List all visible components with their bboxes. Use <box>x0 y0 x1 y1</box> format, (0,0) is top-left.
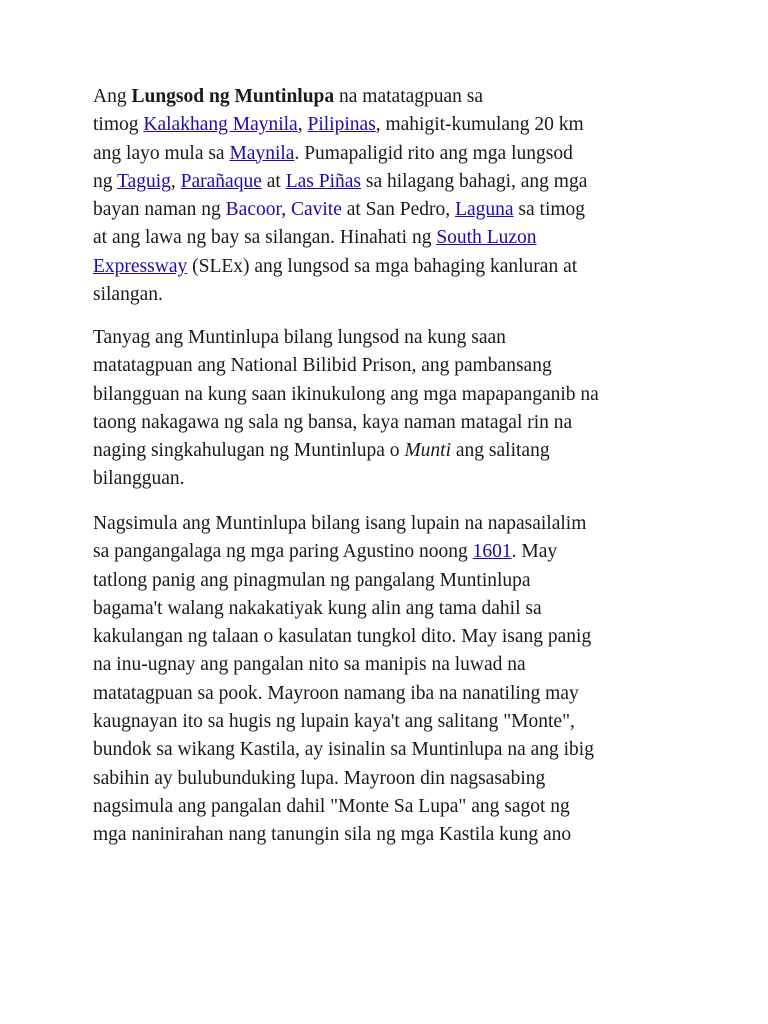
text-line <box>93 651 693 679</box>
text-line <box>93 140 693 168</box>
text-run: , <box>281 199 291 221</box>
wiki-link[interactable]: Pilipinas <box>307 114 376 136</box>
text-run: silangan. <box>93 284 163 306</box>
text-run: mga naninirahan nang tanungin sila ng mga Kastila kung ano <box>93 824 572 846</box>
wiki-link[interactable]: Laguna <box>455 199 514 221</box>
text-run: sa pangangalaga ng mga paring Agustino noong <box>93 541 473 563</box>
text-run: at San Pedro, <box>341 199 456 221</box>
text-line <box>93 623 693 651</box>
text-run: bundok sa wikang Kastila, ay isinalin sa Muntinlupa na ang ibig <box>93 739 594 761</box>
text-line <box>93 793 693 821</box>
text-run: tatlong panig ang pinagmulan ng pangalang Muntinlupa <box>93 569 531 591</box>
text-line <box>93 736 693 764</box>
text-run: kaugnayan ito sa hugis ng lupain kaya't ang salitang "Monte", <box>93 711 575 733</box>
text-run: taong nakagawa ng sala ng bansa, kaya naman matagal rin na <box>93 411 573 433</box>
wiki-link[interactable]: Expressway <box>93 255 188 277</box>
text-run: at <box>261 170 286 192</box>
text-line <box>93 567 693 595</box>
wiki-link[interactable]: Taguig <box>117 170 171 192</box>
text-run: Tanyag ang Muntinlupa bilang lungsod na kung saan <box>93 327 506 348</box>
wiki-link[interactable]: Parañaque <box>180 170 262 192</box>
text-run: kakulangan ng talaan o kasulatan tungkol dito. May isang panig <box>93 626 592 648</box>
paragraph-intro <box>93 83 693 309</box>
text-line <box>93 708 693 736</box>
text-run: bilangguan. <box>93 468 185 490</box>
text-run: ang salitang <box>451 440 550 462</box>
text-line <box>93 765 693 793</box>
text-line <box>93 538 693 566</box>
place-name: Bacoor <box>225 199 282 221</box>
text-run: matatagpuan ang National Bilibid Prison, ang pambansang <box>93 355 552 377</box>
text-run: at ang lawa ng bay sa silangan. Hinahati ng <box>93 227 437 249</box>
place-name: Cavite <box>290 199 342 221</box>
text-run: , mahigit-kumulang 20 km <box>375 114 584 136</box>
text-run: sa timog <box>513 199 586 221</box>
text-line <box>93 253 693 281</box>
text-line <box>93 437 693 465</box>
text-run: nagsimula ang pangalan dahil "Monte Sa Lupa" ang sagot ng <box>93 795 570 817</box>
bold-text: Lungsod ng Muntinlupa <box>131 86 335 107</box>
text-line <box>93 465 693 493</box>
wiki-link[interactable]: South Luzon <box>436 227 537 249</box>
text-run: . Pumapaligid rito ang mga lungsod <box>294 142 573 164</box>
text-line <box>93 324 693 352</box>
text-run: , <box>297 114 308 136</box>
text-run: bilangguan na kung saan ikinukulong ang mga mapapanganib na <box>93 383 599 405</box>
text-run: sabihin ay bulubunduking lupa. Mayroon din nagsasabing <box>93 767 546 789</box>
wiki-link[interactable]: Las Piñas <box>285 170 361 192</box>
text-run: (SLEx) ang lungsod sa mga bahaging kanluran at <box>187 255 578 277</box>
text-line <box>93 409 693 437</box>
text-run: ang layo mula sa <box>93 142 230 164</box>
wiki-link[interactable]: Maynila <box>229 142 295 164</box>
text-run: bagama't walang nakakatiyak kung alin ang tama dahil sa <box>93 597 542 619</box>
text-run: , <box>170 170 181 192</box>
text-line <box>93 168 693 196</box>
text-run: . May <box>511 541 558 563</box>
text-run: Ang <box>93 86 132 107</box>
text-run: naging singkahulugan ng Muntinlupa o <box>93 440 405 462</box>
text-line <box>93 680 693 708</box>
text-line <box>93 196 693 224</box>
text-run: timog <box>93 114 144 136</box>
text-run: ng <box>93 170 118 192</box>
italic-text: Munti <box>404 440 452 462</box>
text-run: sa hilagang bahagi, ang mga <box>361 170 588 192</box>
text-line <box>93 821 693 849</box>
text-line <box>93 111 693 139</box>
text-line <box>93 381 693 409</box>
text-run: Nagsimula ang Muntinlupa bilang isang lupain na napasailalim <box>93 513 587 534</box>
text-run: matatagpuan sa pook. Mayroon namang iba na nanatiling may <box>93 682 579 704</box>
text-line <box>93 281 693 309</box>
paragraph-bilibid <box>93 324 693 494</box>
text-run: bayan naman ng <box>93 199 226 221</box>
text-run: na inu-ugnay ang pangalan nito sa manipis na luwad na <box>93 654 526 676</box>
text-line <box>93 224 693 252</box>
paragraph-history <box>93 510 693 850</box>
text-line <box>93 510 693 538</box>
text-line <box>93 83 693 111</box>
wiki-link[interactable]: 1601 <box>472 541 512 563</box>
wiki-link[interactable]: Kalakhang Maynila <box>143 114 298 136</box>
text-line <box>93 352 693 380</box>
text-line <box>93 595 693 623</box>
text-run: na matatagpuan sa <box>334 86 484 107</box>
